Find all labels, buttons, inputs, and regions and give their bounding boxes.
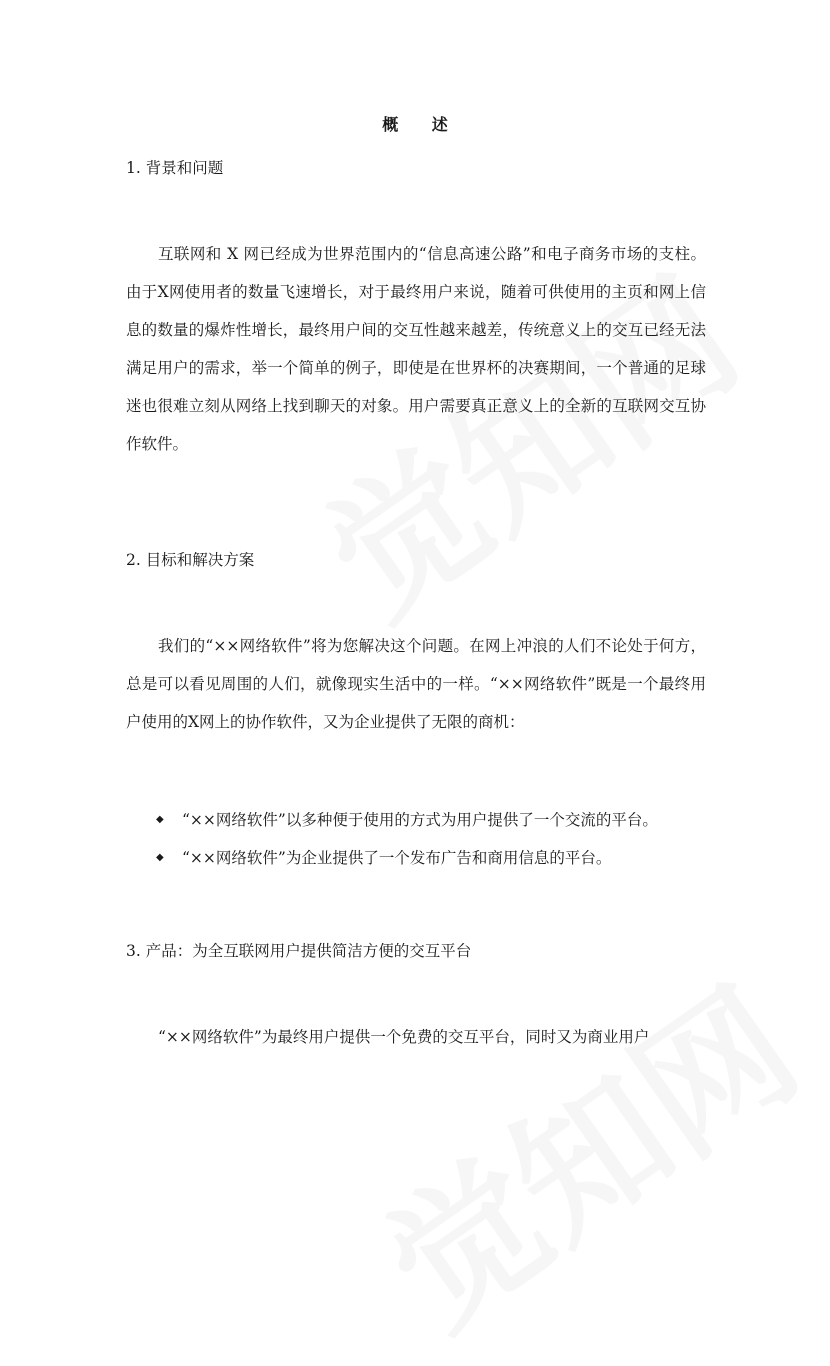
diamond-bullet-icon: ◆ bbox=[156, 852, 164, 863]
list-item-text: “××网络软件”以多种便于使用的方式为用户提供了一个交流的平台。 bbox=[182, 811, 658, 829]
list-item bbox=[156, 808, 716, 846]
section-paragraph-2: 我们的“××网络软件”将为您解决这个问题。在网上冲浪的人们不论处于何方，总是可以看见周围的人们，就像现实生活中的一样。“××网络软件”既是一个最终用户使用的X网上的协作软件，又为企业提供了无限的商机： bbox=[126, 637, 706, 731]
bullet-list bbox=[156, 808, 716, 884]
section-heading-1: 1. 背景和问题 bbox=[126, 159, 224, 177]
section-paragraph-1: 互联网和 X 网已经成为世界范围内的“信息高速公路”和电子商务市场的支柱。由于X网使用者的数量飞速增长，对于最终用户来说，随着可供使用的主页和网上信息的数量的爆炸性增长，最终用户间的交互性越来越差，传统意义上的交互已经无法满足用户的需求，举一个简单的例子，即使是在世界杯的决赛期间，一个普通的足球迷也很难立刻从网络上找到聊天的对象。用户需要真正意义上的全新的互联网交互协作软件。 bbox=[126, 245, 706, 453]
page-title: 概 述 bbox=[382, 115, 462, 134]
section-heading-2: 2. 目标和解决方案 bbox=[126, 551, 255, 569]
diamond-bullet-icon: ◆ bbox=[156, 814, 164, 825]
list-item-text: “××网络软件”为企业提供了一个发布广告和商用信息的平台。 bbox=[182, 849, 612, 867]
section-heading-3: 3. 产品：为全互联网用户提供简洁方便的交互平台 bbox=[126, 942, 472, 960]
watermark bbox=[339, 930, 830, 1365]
section-paragraph-3: “××网络软件”为最终用户提供一个免费的交互平台，同时又为商业用户 bbox=[158, 1028, 650, 1046]
list-item bbox=[156, 846, 716, 884]
